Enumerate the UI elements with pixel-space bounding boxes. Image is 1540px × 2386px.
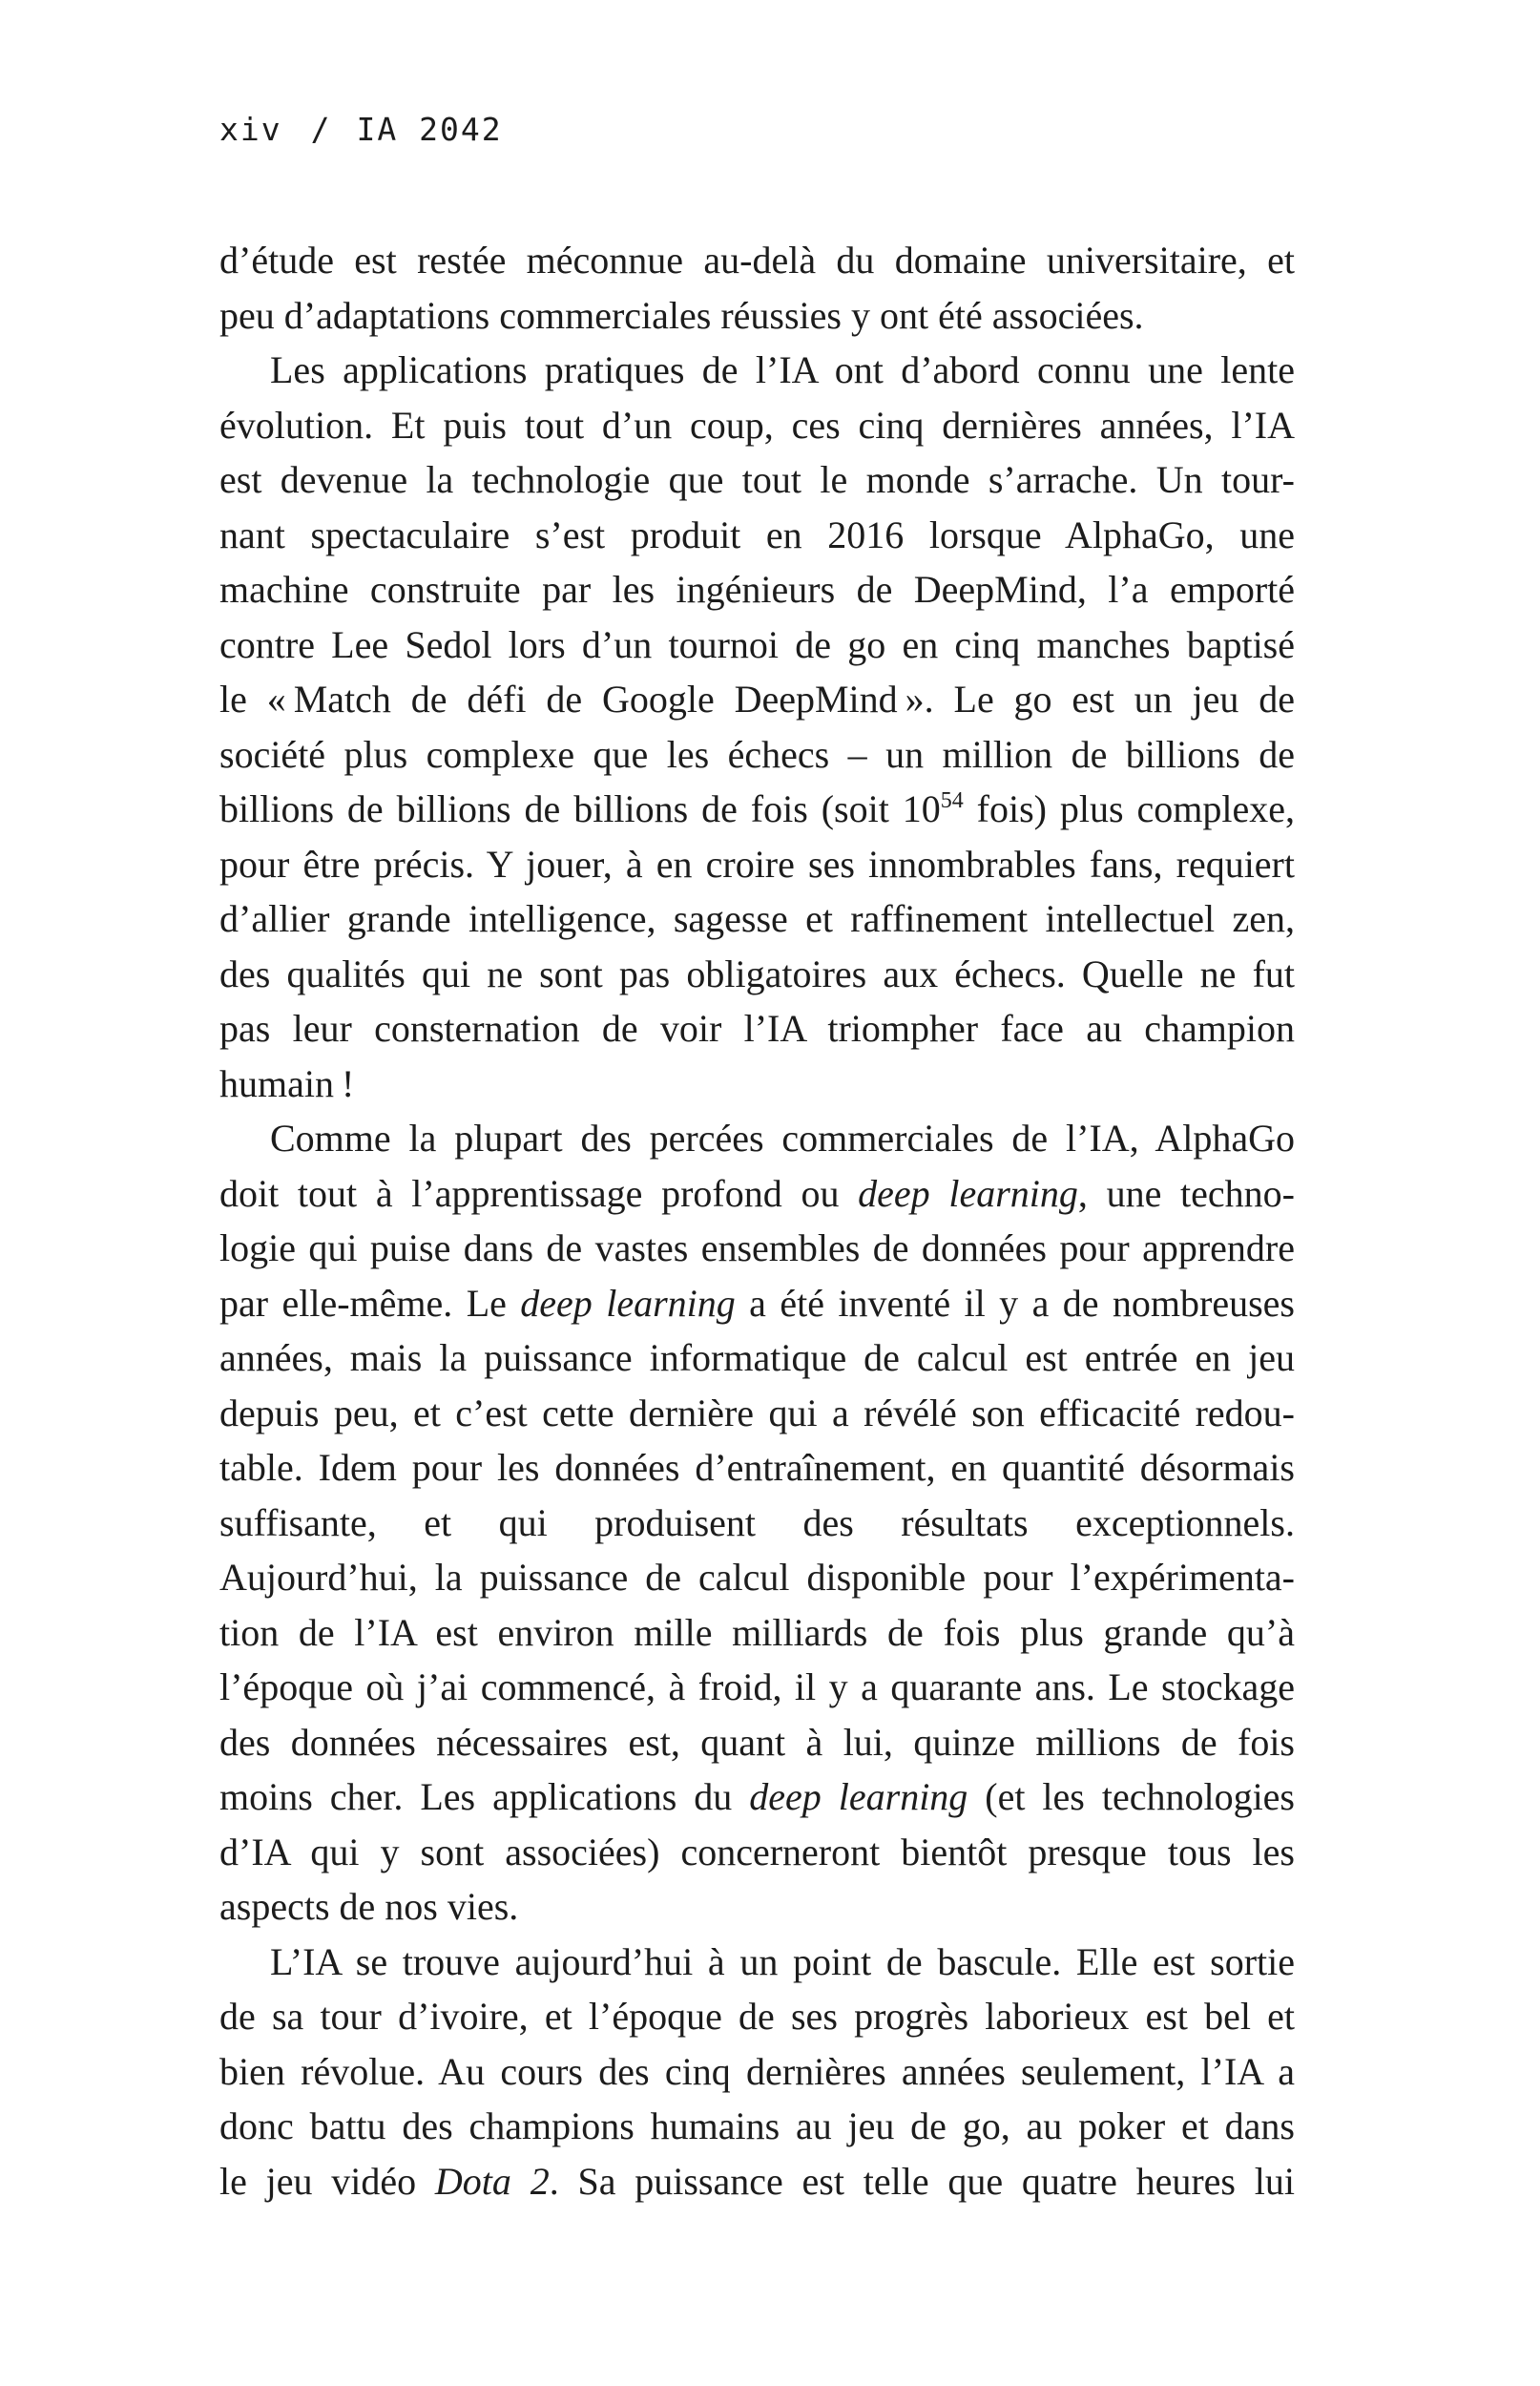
text-line: logie qui puise dans de vastes ensembles de données pour apprendre (219, 1226, 1295, 1269)
text-line: humain ! (219, 1061, 355, 1105)
text-line: Aujourd’hui, la puissance de calcul disponible pour l’expérimenta- (219, 1556, 1295, 1599)
text-line: des qualités qui ne sont pas obligatoires aux échecs. Quelle ne fut (219, 952, 1295, 995)
text-line: peu d’adaptations commerciales réussies y ont été associées. (219, 293, 1144, 337)
text-line: tion de l’IA est environ mille milliards de fois plus grande qu’à (219, 1610, 1295, 1654)
text-line: Les applications pratiques de l’IA ont d’abord connu une lente (270, 348, 1295, 391)
text-line: le « Match de défi de Google DeepMind ». Le go est un jeu de (219, 678, 1295, 721)
text-line: des données nécessaires est, quant à lui, quinze millions de fois (219, 1720, 1295, 1764)
text-line: est devenue la technologie que tout le monde s’arrache. Un tour- (219, 458, 1295, 501)
text-line: depuis peu, et c’est cette dernière qui a révélé son efficacité redou- (219, 1391, 1295, 1434)
text-line: nant spectaculaire s’est produit en 2016 lorsque AlphaGo, une (219, 513, 1295, 556)
text-line: pas leur consternation de voir l’IA triompher face au champion (219, 1007, 1295, 1050)
text-line: d’allier grande intelligence, sagesse et raffinement intellectuel zen, (219, 897, 1295, 940)
text-line: années, mais la puissance informatique de calcul est entrée en jeu (219, 1336, 1295, 1379)
text-line: pour être précis. Y jouer, à en croire ses innombrables fans, requiert (219, 842, 1295, 886)
paragraph (219, 1935, 1295, 2209)
text-line: par elle-même. Le deep learning a été inventé il y a de nombreuses (219, 1281, 1295, 1325)
text-line: billions de billions de billions de fois (soit $10^{54}$ fois) plus complexe, (219, 787, 1295, 830)
text-line: d’étude est restée méconnue au-delà du domaine universitaire, et (219, 239, 1295, 282)
paragraph (219, 343, 1295, 1111)
text-line: évolution. Et puis tout d’un coup, ces cinq dernières années, l’IA (219, 403, 1295, 447)
paragraph (219, 233, 1295, 343)
text-line: l’époque où j’ai commencé, à froid, il y a quarante ans. Le stockage (219, 1665, 1295, 1708)
text-line: Comme la plupart des percées commerciales de l’IA, AlphaGo (270, 1117, 1295, 1160)
text-line: aspects de nos vies. (219, 1885, 519, 1928)
text-line: suffisante, et qui produisent des résultats exceptionnels. (219, 1500, 1295, 1544)
text-line: table. Idem pour les données d’entraînement, en quantité désormais (219, 1446, 1295, 1489)
text-line: moins cher. Les applications du deep learning (et les technologies (219, 1775, 1295, 1818)
text-line: de sa tour d’ivoire, et l’époque de ses progrès laborieux est bel et (219, 1995, 1295, 2038)
page-body (219, 233, 1295, 2208)
running-header (219, 111, 503, 148)
text-line: le jeu vidéo Dota 2. Sa puissance est telle que quatre heures lui (219, 2159, 1295, 2203)
text-line: machine construite par les ingénieurs de DeepMind, l’a emporté (219, 568, 1295, 611)
text-line: L’IA se trouve aujourd’hui à un point de bascule. Elle est sortie (270, 1939, 1295, 1983)
paragraph (219, 1111, 1295, 1935)
text-line: donc battu des champions humains au jeu de go, au poker et dans (219, 2104, 1295, 2147)
book-title: IA 2042 (356, 111, 503, 148)
header-separator: / (310, 111, 332, 148)
text-line: doit tout à l’apprentissage profond ou deep learning, une techno- (219, 1171, 1295, 1215)
text-line: bien révolue. Au cours des cinq dernières années seulement, l’IA a (219, 2049, 1295, 2093)
page-number: xiv (219, 111, 282, 148)
text-line: contre Lee Sedol lors d’un tournoi de go en cinq manches baptisé (219, 622, 1295, 666)
text-line: société plus complexe que les échecs – un million de billions de (219, 732, 1295, 776)
text-line: d’IA qui y sont associées) concerneront bientôt presque tous les (219, 1830, 1295, 1873)
